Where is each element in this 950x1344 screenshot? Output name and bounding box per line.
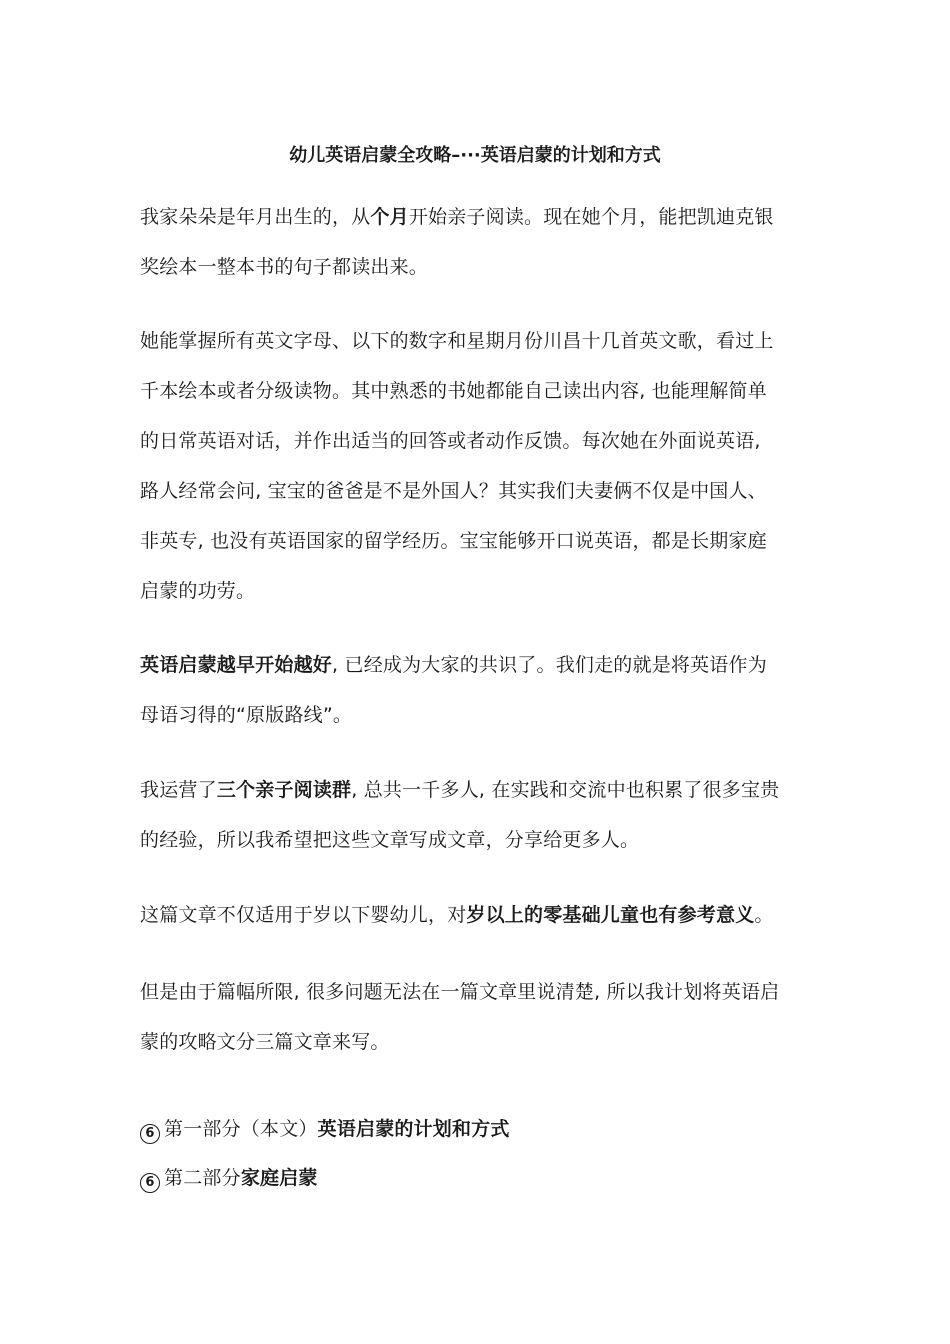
paragraph-line	[140, 204, 774, 230]
text-run: 路人经常会问, 宝宝的爸爸是不是外国人？其实我们夫妻俩不仅是中国人、	[140, 480, 767, 502]
text-run: , 已经成为大家的共识了。我们走的就是将英语作为	[332, 654, 767, 676]
bold-text: 英语启蒙越早开始越好	[140, 654, 333, 676]
bold-text: 三个亲子阅读群	[216, 779, 352, 801]
toc-prefix: 第二部分	[164, 1167, 241, 1189]
paragraph-line	[140, 1029, 390, 1055]
text-run: 母语习得的“原版路线”。	[140, 704, 353, 726]
paragraph-line	[140, 777, 779, 803]
text-run: 的经验，所以我希望把这些文章写成文章，分享给更多人。	[140, 829, 640, 851]
text-run: 奖绘本一整本书的句子都读出来。	[140, 256, 429, 278]
bold-text: 岁以上的零基础儿童也有参考意义	[466, 904, 755, 926]
text-run: 的日常英语对话，并作出适当的回答或者动作反馈。每次她在外面说英语,	[140, 430, 761, 452]
toc-title: 家庭启蒙	[240, 1167, 318, 1189]
circled-number-icon: 6	[140, 1124, 160, 1144]
text-run: 但是由于篇幅所限, 很多问题无法在一篇文章里说清楚, 所以我计划将英语启	[140, 981, 780, 1003]
text-run: 千本绘本或者分级读物。其中熟悉的书她都能自己读出内容, 也能理解简单	[140, 380, 767, 402]
text-run: 。	[754, 904, 774, 926]
paragraph-line	[140, 979, 779, 1005]
paragraph-line	[140, 328, 774, 354]
text-run: 启蒙的功劳。	[140, 580, 256, 602]
paragraph-line	[140, 902, 774, 928]
paragraph-line	[140, 478, 767, 504]
paragraph-line	[140, 378, 767, 404]
paragraph-line	[140, 702, 352, 728]
circled-number-icon: 6	[140, 1173, 160, 1193]
paragraph-line	[140, 652, 767, 678]
bold-text: 个月	[370, 206, 409, 228]
text-run: 开始亲子阅读。现在她个月，能把凯迪克银	[408, 206, 774, 228]
text-run: 非英专, 也没有英语国家的留学经历。宝宝能够开口说英语，都是长期家庭	[140, 530, 767, 552]
toc-title: 英语启蒙的计划和方式	[317, 1118, 510, 1140]
text-run: , 总共一千多人, 在实践和交流中也积累了很多宝贵	[351, 779, 780, 801]
text-run: 蒙的攻略文分三篇文章来写。	[140, 1031, 390, 1053]
paragraph-line	[140, 528, 767, 554]
paragraph-line	[140, 254, 428, 280]
toc-prefix: 第一部分（本文）	[164, 1118, 318, 1140]
paragraph-line	[140, 827, 639, 853]
paragraph-line	[140, 428, 761, 454]
text-run: 她能掌握所有英文字母、以下的数字和星期月份川昌十几首英文歌，看过上	[140, 330, 774, 352]
text-run: 我家朵朵是年月出生的，从	[140, 206, 371, 228]
toc-item	[140, 1116, 510, 1144]
toc-item	[140, 1165, 318, 1193]
text-run: 我运营了	[140, 779, 217, 801]
text-run: 这篇文章不仅适用于岁以下婴幼儿，对	[140, 904, 467, 926]
document-title: 幼儿英语启蒙全攻略–···英语启蒙的计划和方式	[289, 145, 661, 166]
paragraph-line	[140, 578, 255, 604]
